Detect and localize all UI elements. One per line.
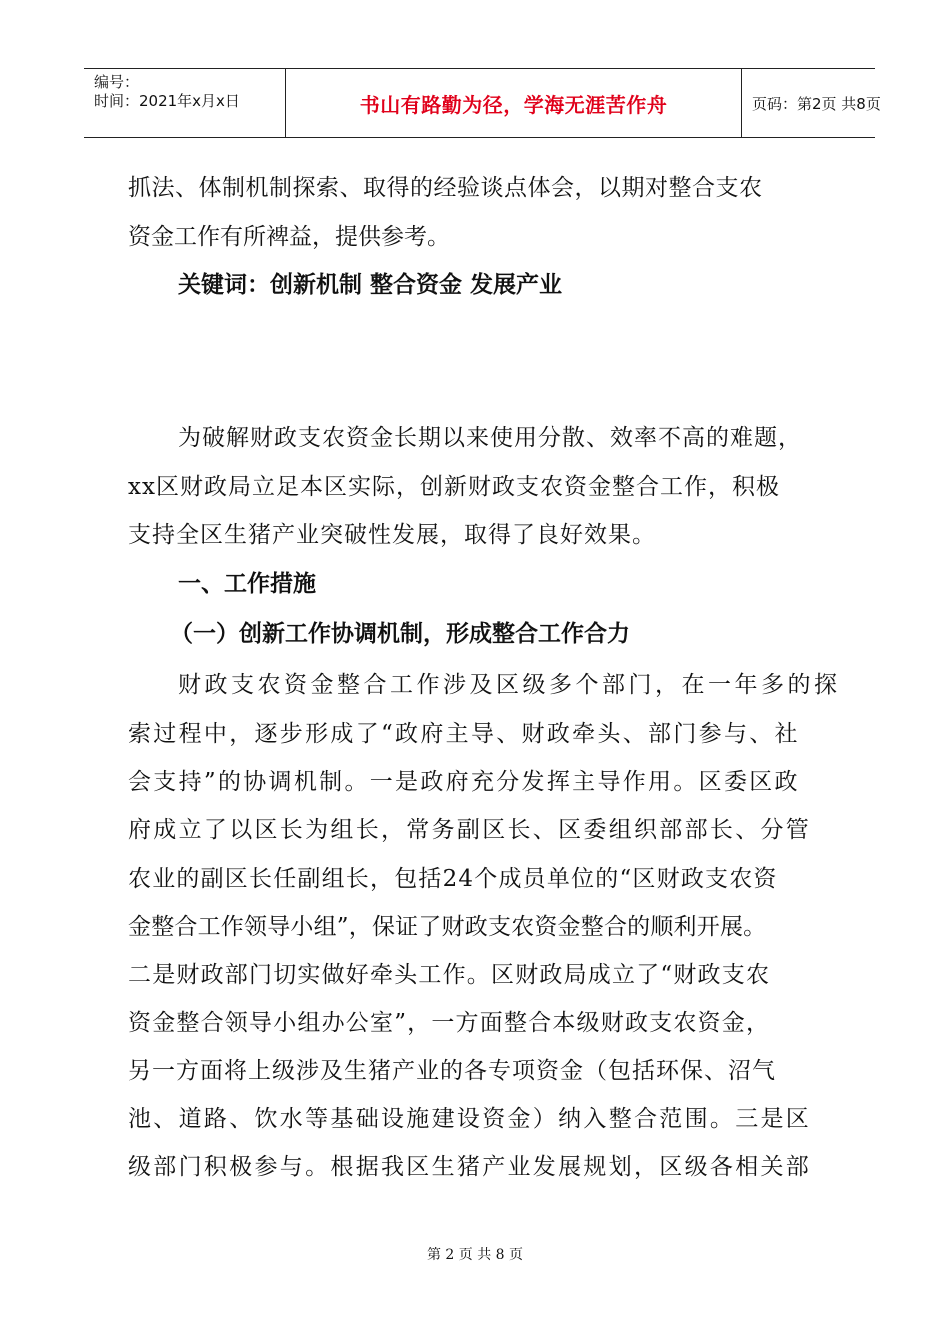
- document-header: [84, 68, 881, 138]
- paragraph-line: 另一方面将上级涉及生猪产业的各专项资金（包括环保、沼气: [128, 1058, 776, 1084]
- paragraph-line: 索过程中，逐步形成了“政府主导、财政牵头、部门参与、社: [128, 721, 800, 747]
- paragraph-line: 府成立了以区长为组长，常务副区长、区委组织部部长、分管: [128, 817, 812, 843]
- paragraph-line: 二是财政部门切实做好牵头工作。区财政局成立了“财政支农: [128, 962, 771, 988]
- header-time-label: 时间：2021年x月x日: [94, 92, 240, 110]
- paragraph-line: 金整合工作领导小组”，保证了财政支农资金整合的顺利开展。: [128, 914, 767, 940]
- header-page-info: 页码：第2页 共8页: [752, 95, 881, 113]
- paragraph-line: 资金整合领导小组办公室”，一方面整合本级财政支农资金，: [128, 1010, 771, 1036]
- page-footer: 第 2 页 共 8 页: [426, 1247, 524, 1263]
- header-motto: 书山有路勤为径，学海无涯苦作舟: [359, 92, 668, 117]
- abstract-line: 抓法、体制机制探索、取得的经验谈点体会，以期对整合支农: [128, 175, 763, 201]
- header-number-label: 编号：: [94, 73, 140, 91]
- intro-line: 为破解财政支农资金长期以来使用分散、效率不高的难题，: [178, 425, 802, 451]
- keywords-line: 关键词：创新机制 整合资金 发展产业: [178, 272, 563, 298]
- paragraph-line: 会支持”的协调机制。一是政府充分发挥主导作用。区委区政: [128, 769, 800, 795]
- intro-line: 支持全区生猪产业突破性发展，取得了良好效果。: [128, 522, 656, 548]
- paragraph-line: 级部门积极参与。根据我区生猪产业发展规划，区级各相关部: [128, 1154, 812, 1180]
- paragraph-line: 农业的副区长任副组长，包括24个成员单位的“区财政支农资: [128, 866, 778, 892]
- paragraph-line: 池、道路、饮水等基础设施建设资金）纳入整合范围。三是区: [128, 1106, 812, 1132]
- header-motto-cell: [286, 69, 742, 137]
- abstract-line: 资金工作有所裨益，提供参考。: [128, 224, 450, 250]
- header-page-cell: [742, 69, 881, 137]
- subsection-heading: （一）创新工作协调机制，形成整合工作合力: [170, 621, 630, 647]
- header-meta-cell: [84, 69, 286, 137]
- section-heading: 一、工作措施: [178, 571, 316, 597]
- intro-line: xx区财政局立足本区实际，创新财政支农资金整合工作，积极: [128, 474, 780, 500]
- paragraph-line: 财政支农资金整合工作涉及区级多个部门，在一年多的探: [178, 672, 841, 698]
